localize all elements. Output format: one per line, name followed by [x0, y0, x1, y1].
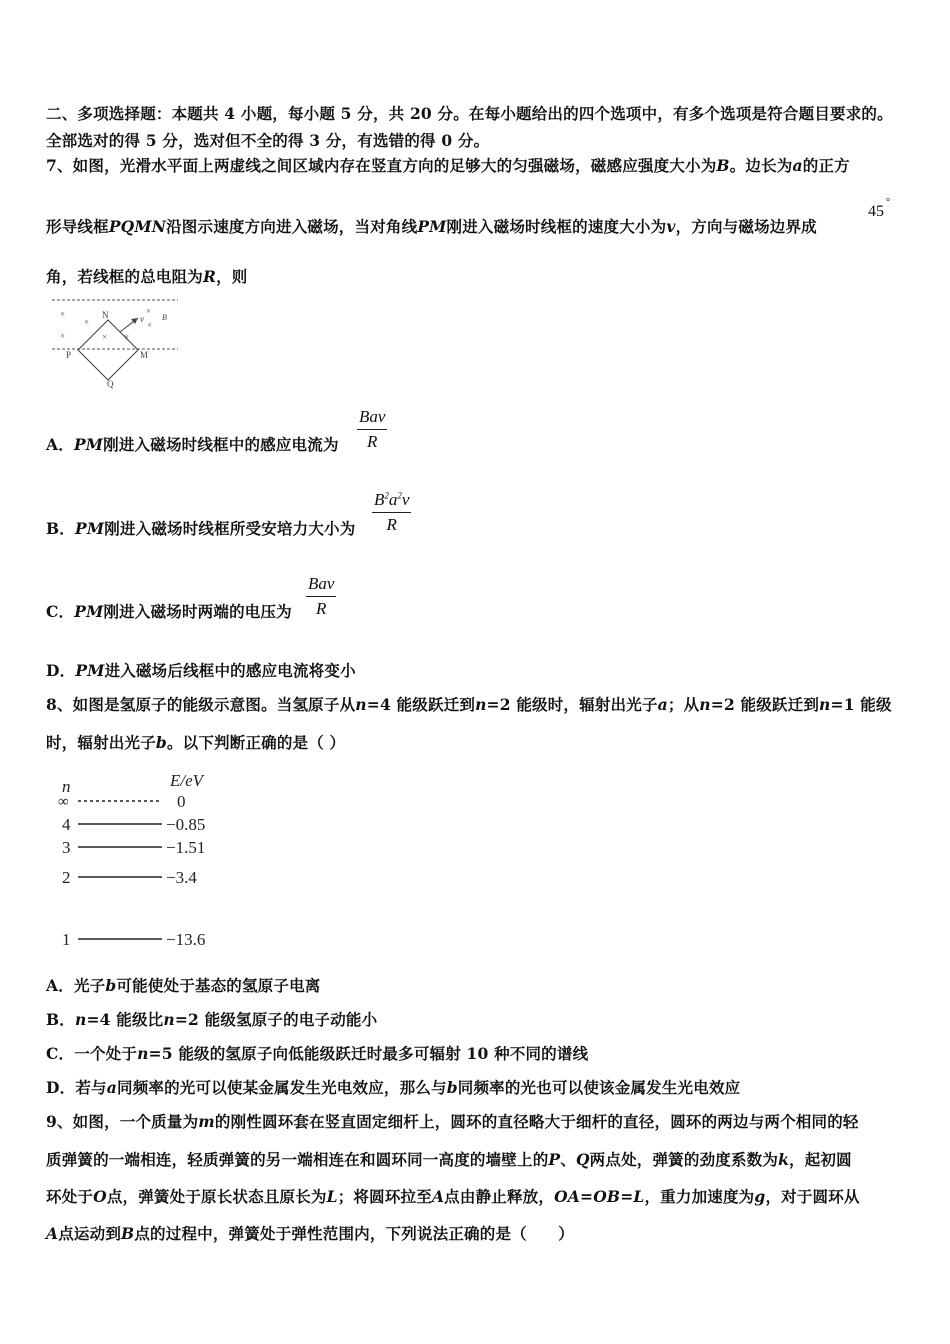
- denominator: R: [386, 515, 397, 534]
- field-mark: ×: [60, 331, 66, 341]
- q9-line-2: 质弹簧的一端相连，轻质弹簧的另一端相连在和圆环同一高度的墙壁上的P、Q两点处，弹簧的劲度系数为k，起初圆: [46, 1150, 852, 1169]
- level-n-4: 4: [62, 815, 71, 834]
- q8-option-c: C．一个处于n=5 能级的氢原子向低能级跃迁时最多可辐射 10 种不同的谱线: [46, 1044, 589, 1063]
- field-mark: ×: [84, 317, 90, 327]
- section-header-line-1: 二、多项选择题：本题共 4 小题，每小题 5 分，共 20 分。在每小题给出的四个选项中，有多个选项是符合题目要求的。: [46, 104, 893, 123]
- q7-figure: [46, 292, 206, 392]
- q8-option-b: B．n=4 能级比n=2 能级氢原子的电子动能小: [46, 1010, 378, 1029]
- denominator: R: [316, 599, 327, 618]
- q9-line-3: 环处于O点，弹簧处于原长状态且原长为L；将圆环拉至A点由静止释放，OA=OB=L，重力加速度为g，对于圆环从: [46, 1187, 860, 1206]
- label-v: v: [140, 314, 144, 324]
- q7-option-c: C．PM刚进入磁场时两端的电压为: [46, 602, 292, 621]
- q7-stem-line-3: 角，若线框的总电阻为R，则: [46, 267, 248, 286]
- level-e-inf: 0: [177, 792, 186, 811]
- section-header-line-2: 全部选对的得 5 分，选对但不全的得 3 分，有选错的得 0 分。: [46, 131, 490, 150]
- level-n-inf: ∞: [58, 794, 69, 810]
- field-mark: ×: [147, 320, 153, 330]
- q7-option-a: A．PM刚进入磁场时线框中的感应电流为: [46, 435, 339, 454]
- field-mark: ×: [146, 306, 152, 316]
- n-header: n: [62, 777, 71, 796]
- q9-line-4: A点运动到B点的过程中，弹簧处于弹性范围内，下列说法正确的是（ ）: [46, 1224, 574, 1243]
- degree-mark: °: [886, 197, 890, 208]
- angle-45: 45: [868, 203, 884, 220]
- q8-option-a: A．光子b可能使处于基态的氢原子电离: [46, 976, 321, 995]
- energy-level-diagram: [50, 768, 250, 958]
- q7-stem-line-1: 7、如图，光滑水平面上两虚线之间区域内存在竖直方向的足够大的匀强磁场，磁感应强度大小为B。边长为a的正方: [46, 156, 850, 175]
- label-n: N: [102, 310, 109, 320]
- label-b: B: [162, 313, 167, 322]
- field-mark: ×: [124, 332, 130, 342]
- q8-stem-line-1: 8、如图是氢原子的能级示意图。当氢原子从n=4 能级跃迁到n=2 能级时，辐射出光子a；从n=2 能级跃迁到n=1 能级: [46, 695, 892, 714]
- level-e-4: −0.85: [166, 815, 206, 834]
- numerator: Bav: [306, 574, 336, 597]
- level-n-3: 3: [62, 838, 71, 857]
- q7-option-b: B．PM刚进入磁场时线框所受安培力大小为: [46, 519, 356, 538]
- q7-option-d: D．PM进入磁场后线框中的感应电流将变小: [46, 661, 356, 680]
- label-q: Q: [107, 379, 114, 389]
- numerator: Bav: [357, 407, 387, 430]
- field-mark: ×: [102, 332, 108, 342]
- q7-stem-line-2: 形导线框PQMN沿图示速度方向进入磁场，当对角线PM刚进入磁场时线框的速度大小为v，方向与磁场边界成: [46, 217, 817, 236]
- label-p: P: [66, 350, 72, 360]
- numerator: $B^2a^2v$: [372, 490, 411, 513]
- level-e-2: −3.4: [166, 868, 197, 887]
- q9-line-1: 9、如图，一个质量为m的刚性圆环套在竖直固定细杆上，圆环的直径略大于细杆的直径，圆环的两边与两个相同的轻: [46, 1112, 859, 1131]
- q7-option-b-fraction: [372, 490, 411, 535]
- level-n-2: 2: [62, 868, 71, 887]
- denominator: R: [367, 432, 378, 451]
- q8-stem-line-2: 时，辐射出光子b。以下判断正确的是（ ）: [46, 733, 346, 752]
- field-mark: ×: [60, 309, 66, 319]
- level-e-1: −13.6: [166, 930, 206, 949]
- q7-option-c-fraction: [306, 574, 336, 619]
- q7-option-a-fraction: [357, 407, 387, 452]
- level-e-3: −1.51: [166, 838, 206, 857]
- label-m: M: [140, 350, 149, 360]
- level-n-1: 1: [62, 930, 71, 949]
- q8-option-d: D．若与a同频率的光可以使某金属发生光电效应，那么与b同频率的光也可以使该金属发生光电效应: [46, 1078, 741, 1097]
- e-header: E/eV: [170, 771, 204, 790]
- square-loop: [78, 320, 138, 380]
